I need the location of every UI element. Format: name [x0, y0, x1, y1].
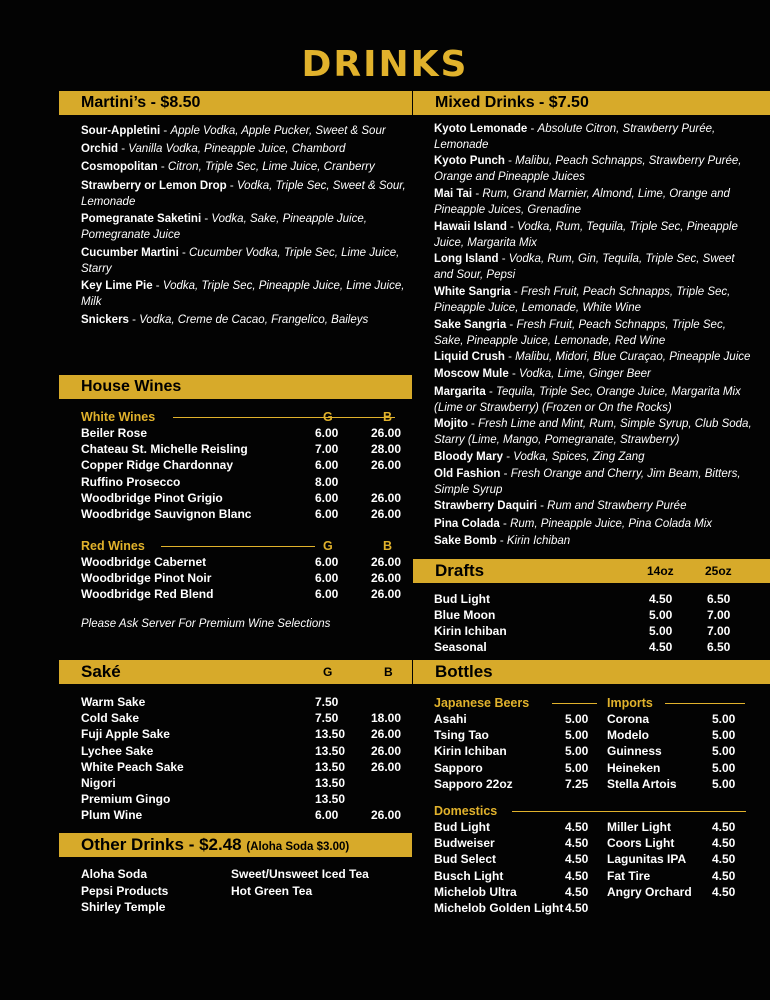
price-row-g: 6.00: [315, 507, 339, 521]
menu-item-description: Vodka, Spices, Zing Zang: [513, 451, 645, 463]
menu-item-description: Kirin Ichiban: [506, 535, 571, 547]
imports-subheader: [607, 695, 747, 711]
drafts-col-25oz: 25oz: [705, 564, 732, 578]
menu-item-separator: -: [226, 180, 237, 192]
price-row-name: Modelo: [607, 728, 649, 743]
price-row: [607, 835, 747, 851]
menu-item-name: Orchid: [81, 143, 119, 155]
price-row-b: 6.50: [707, 592, 731, 606]
price-row-b: 7.00: [707, 608, 731, 622]
price-row-name: Chateau St. Michelle Reisling: [81, 442, 248, 457]
price-row-name: Tsing Tao: [434, 728, 489, 743]
menu-item-name: Long Island: [434, 253, 499, 265]
price-row: [434, 884, 604, 900]
price-row-a: 4.50: [649, 640, 673, 654]
price-row: [434, 743, 604, 759]
price-row: [434, 711, 604, 727]
menu-item: [434, 533, 756, 549]
white-wines-label: White Wines: [81, 410, 156, 424]
price-row-name: Michelob Golden Light: [434, 901, 564, 915]
price-row-b: 26.00: [371, 426, 402, 440]
menu-item: [434, 449, 756, 465]
house-wines-header-label: House Wines: [81, 378, 182, 395]
price-row: [607, 727, 747, 743]
price-row-b: 26.00: [371, 458, 402, 473]
menu-item: [81, 141, 413, 157]
price-row: [607, 868, 747, 884]
house-wines-header: [59, 375, 412, 399]
price-row: [607, 711, 747, 727]
price-row-price: 5.00: [712, 760, 736, 775]
price-row-name: Coors Light: [607, 836, 675, 851]
menu-item-description: Vodka, Triple Sec, Sweet & Sour, Lemonade: [81, 180, 406, 208]
price-row-g: 6.00: [315, 458, 339, 473]
bottles-header: [413, 660, 770, 684]
price-row-b: 26.00: [371, 571, 402, 585]
menu-item-name: Margarita: [434, 386, 486, 398]
menu-item-description: Vanilla Vodka, Pineapple Juice, Chambord: [128, 143, 346, 155]
price-row-name: Fuji Apple Sake: [81, 727, 170, 742]
price-row: [434, 819, 604, 835]
price-row-g: 13.50: [315, 727, 346, 742]
price-row-name: Guinness: [607, 744, 662, 759]
menu-item-description: Vodka, Sake, Pineapple Juice, Pomegranate Juice: [81, 213, 367, 241]
menu-item-name: White Sangria: [434, 286, 511, 298]
japanese-beers-rule: [552, 703, 597, 704]
price-row-name: Warm Sake: [81, 695, 146, 709]
price-row-name: Kirin Ichiban: [434, 744, 507, 759]
menu-item-name: Sour-Appletini: [81, 125, 161, 137]
drafts-header: [413, 559, 770, 583]
menu-item: [434, 251, 756, 283]
price-row-price: 4.50: [712, 852, 736, 867]
premium-wine-note: Please Ask Server For Premium Wine Selections: [81, 618, 331, 630]
price-row-name: Ruffino Prosecco: [81, 474, 181, 489]
menu-item-name: Hawaii Island: [434, 221, 507, 233]
sake-col-g: G: [323, 665, 333, 679]
imports-label: Imports: [607, 696, 653, 710]
price-row: [81, 457, 411, 473]
price-row-a: 4.50: [649, 592, 673, 606]
menu-item-description: Vodka, Lime, Ginger Beer: [519, 368, 651, 380]
price-row-b: 28.00: [371, 442, 402, 457]
menu-item-name: Kyoto Punch: [434, 155, 505, 167]
price-row-price: 5.00: [565, 728, 589, 743]
price-row-g: 6.00: [315, 808, 339, 823]
price-row: [81, 506, 411, 522]
list-item: Shirley Temple: [81, 900, 166, 914]
other-drinks-header: [59, 833, 412, 857]
mixed-drinks-header: [413, 91, 770, 115]
menu-item: [434, 317, 756, 349]
price-row-price: 4.50: [565, 836, 589, 851]
menu-item-description: Citron, Triple Sec, Lime Juice, Cranberry: [167, 161, 375, 173]
menu-item-separator: -: [499, 518, 511, 530]
menu-item: [81, 278, 413, 310]
price-row-b: 7.00: [707, 624, 731, 638]
price-row-price: 5.00: [712, 744, 736, 759]
price-row-g: 6.00: [315, 555, 339, 569]
price-row-price: 4.50: [712, 868, 736, 883]
red-wines-col-g: G: [323, 539, 333, 553]
menu-item-name: Mai Tai: [434, 188, 473, 200]
price-row: [81, 710, 411, 726]
price-row: [434, 727, 604, 743]
red-wines-subheader: [81, 538, 411, 554]
price-row-b: 26.00: [371, 490, 402, 505]
price-row-name: Michelob Ultra: [434, 884, 517, 899]
price-row: [434, 760, 604, 776]
price-row-name: Copper Ridge Chardonnay: [81, 458, 234, 473]
price-row-price: 4.50: [712, 836, 736, 851]
price-row-name: Heineken: [607, 760, 661, 775]
price-row-b: 26.00: [371, 555, 402, 569]
menu-item-name: Sake Sangria: [434, 319, 507, 331]
menu-item: [434, 498, 756, 514]
price-row-name: Seasonal: [434, 640, 487, 654]
price-row-b: 18.00: [371, 711, 402, 726]
price-row-name: Fat Tire: [607, 868, 651, 883]
price-row-name: Nigori: [81, 776, 116, 790]
menu-item-name: Strawberry or Lemon Drop: [81, 180, 227, 192]
price-row-g: 6.00: [315, 426, 339, 440]
menu-item-separator: -: [506, 221, 518, 233]
white-wines-subheader: [81, 409, 411, 425]
menu-item-name: Old Fashion: [434, 468, 501, 480]
menu-item: [434, 121, 756, 153]
menu-item: [434, 516, 756, 532]
sake-header-label: Saké: [81, 662, 121, 681]
menu-item-separator: -: [178, 247, 189, 259]
menu-item-description: Apple Vodka, Apple Pucker, Sweet & Sour: [170, 125, 386, 137]
menu-item-description: Malibu, Midori, Blue Curaçao, Pineapple Juice: [515, 351, 751, 363]
menu-item-separator: -: [496, 535, 507, 547]
price-row: [81, 775, 411, 791]
price-row-price: 4.50: [712, 884, 736, 899]
martinis-header: [59, 91, 412, 115]
menu-item-separator: -: [504, 155, 516, 167]
other-drinks-header-title: Other Drinks - $2.48: [81, 835, 242, 854]
menu-item-name: Kyoto Lemonade: [434, 123, 528, 135]
menu-item-name: Moscow Mule: [434, 368, 509, 380]
price-row-price: 4.50: [565, 901, 589, 915]
menu-item-description: Fresh Fruit, Peach Schnapps, Triple Sec, Sake, Pineapple Juice, Lemonade, Red Wine: [434, 319, 726, 347]
price-row-price: 4.50: [565, 820, 589, 834]
menu-item: [81, 211, 413, 243]
price-row: [434, 591, 754, 607]
japanese-beers-subheader: [434, 695, 604, 711]
imports-rule: [665, 703, 745, 704]
price-row: [81, 726, 411, 742]
price-row: [434, 607, 754, 623]
price-row-g: 6.00: [315, 587, 339, 601]
price-row-name: Bud Light: [434, 820, 490, 834]
price-row-g: 6.00: [315, 490, 339, 505]
price-row-price: 4.50: [565, 884, 589, 899]
menu-item-description: Vodka, Creme de Cacao, Frangelico, Baileys: [139, 314, 369, 326]
menu-item-name: Liquid Crush: [434, 351, 505, 363]
price-row-price: 4.50: [712, 820, 736, 834]
price-row: [607, 760, 747, 776]
price-row-price: 4.50: [565, 868, 589, 883]
other-drinks-header-note: (Aloha Soda $3.00): [246, 841, 350, 853]
price-row-name: Bud Select: [434, 852, 497, 867]
menu-item-description: Rum, Grand Marnier, Almond, Lime, Orange and Pineapple Juices, Grenadine: [434, 188, 730, 216]
price-row-price: 5.00: [565, 744, 589, 759]
menu-item-name: Bloody Mary: [434, 451, 504, 463]
bottles-header-label: Bottles: [435, 662, 493, 681]
price-row-price: 5.00: [565, 760, 589, 775]
price-row: [81, 743, 411, 759]
menu-item-name: Pina Colada: [434, 518, 500, 530]
menu-item: [434, 416, 756, 448]
martinis-header-label: Martini’s - $8.50: [81, 94, 201, 111]
price-row: [81, 441, 411, 457]
domestics-label: Domestics: [434, 804, 498, 818]
drafts-col-14oz: 14oz: [647, 564, 674, 578]
price-row-b: 6.50: [707, 640, 731, 654]
price-row-name: Blue Moon: [434, 608, 496, 622]
price-row-name: Lychee Sake: [81, 743, 154, 758]
price-row: [81, 759, 411, 775]
price-row-name: Plum Wine: [81, 808, 143, 823]
price-row-g: 7.50: [315, 711, 339, 726]
price-row: [434, 851, 604, 867]
menu-item: [434, 366, 756, 382]
menu-item-description: Vodka, Rum, Gin, Tequila, Triple Sec, Sweet and Sour, Pepsi: [434, 253, 735, 281]
price-row-price: 5.00: [712, 728, 736, 743]
price-row: [81, 694, 411, 710]
menu-item: [81, 123, 413, 139]
price-row-price: 7.25: [565, 776, 589, 791]
menu-item: [434, 153, 756, 185]
menu-item-separator: -: [467, 418, 479, 430]
menu-item-name: Cucumber Martini: [81, 247, 179, 259]
price-row-name: Budweiser: [434, 836, 495, 851]
menu-item-description: Vodka, Triple Sec, Pineapple Juice, Lime Juice, Milk: [81, 280, 405, 308]
list-item: Sweet/Unsweet Iced Tea: [231, 867, 369, 881]
price-row-g: 7.00: [315, 442, 339, 457]
menu-item-separator: -: [498, 253, 509, 265]
menu-item-separator: -: [201, 213, 212, 225]
menu-item: [81, 245, 413, 277]
menu-item-separator: -: [527, 123, 538, 135]
menu-item-name: Snickers: [81, 314, 129, 326]
price-row-price: 5.00: [712, 776, 736, 791]
price-row: [607, 743, 747, 759]
price-row-name: Premium Gingo: [81, 792, 171, 807]
price-row: [81, 425, 411, 441]
menu-item-description: Rum, Pineapple Juice, Pina Colada Mix: [510, 518, 713, 530]
sake-col-b: B: [384, 665, 393, 679]
price-row: [607, 819, 747, 835]
menu-item-description: Rum and Strawberry Purée: [547, 500, 687, 512]
menu-item-description: Vodka, Rum, Tequila, Triple Sec, Pineapple Juice, Margarita Mix: [434, 221, 738, 249]
price-row: [81, 554, 411, 570]
menu-item-description: Fresh Lime and Mint, Rum, Simple Syrup, Club Soda, Starry (Lime, Mango, Pomegranate, Strawberry): [434, 418, 752, 446]
price-row-name: Bud Light: [434, 592, 490, 606]
red-wines-col-b: B: [383, 539, 393, 553]
price-row-name: Asahi: [434, 712, 467, 726]
price-row-name: Woodbridge Cabernet: [81, 555, 207, 569]
price-row: [81, 807, 411, 823]
price-row-a: 5.00: [649, 608, 673, 622]
list-item: Aloha Soda: [81, 867, 148, 881]
price-row-name: Woodbridge Pinot Noir: [81, 571, 212, 585]
price-row: [81, 474, 411, 490]
menu-item-description: Malibu, Peach Schnapps, Strawberry Purée, Orange and Pineapple Juices: [434, 155, 742, 183]
price-row-price: 5.00: [565, 712, 589, 726]
menu-item-separator: -: [118, 143, 129, 155]
list-item: Hot Green Tea: [231, 883, 313, 898]
menu-item: [434, 219, 756, 251]
menu-item: [81, 178, 413, 210]
price-row: [81, 586, 411, 602]
price-row-name: Woodbridge Pinot Grigio: [81, 490, 223, 505]
price-row-name: Beiler Rose: [81, 426, 148, 440]
menu-item-name: Mojito: [434, 418, 468, 430]
price-row-name: Cold Sake: [81, 711, 140, 726]
price-row: [434, 639, 754, 655]
menu-item-name: Pomegranate Saketini: [81, 213, 202, 225]
price-row-name: Busch Light: [434, 868, 504, 883]
menu-item-name: Cosmopolitan: [81, 161, 158, 173]
menu-item-description: Fresh Orange and Cherry, Jim Beam, Bitters, Simple Syrup: [434, 468, 741, 496]
menu-item: [434, 349, 756, 365]
menu-item-name: Key Lime Pie: [81, 280, 153, 292]
japanese-beers-label: Japanese Beers: [434, 696, 530, 710]
price-row-price: 5.00: [712, 712, 736, 726]
menu-item-separator: -: [152, 280, 163, 292]
white-wines-col-b: B: [383, 410, 393, 424]
price-row-g: 13.50: [315, 743, 346, 758]
price-row: [434, 835, 604, 851]
price-row: [607, 776, 747, 792]
price-row: [81, 570, 411, 586]
price-row-name: Sapporo 22oz: [434, 776, 513, 791]
price-row: [434, 623, 754, 639]
menu-item-separator: -: [536, 500, 548, 512]
price-row: [81, 791, 411, 807]
price-row-name: Kirin Ichiban: [434, 624, 507, 638]
other-drinks-header-label: [81, 833, 349, 859]
menu-item: [434, 384, 756, 416]
price-row: [434, 868, 604, 884]
menu-item: [434, 466, 756, 498]
menu-item-separator: -: [128, 314, 140, 326]
menu-item: [81, 312, 413, 328]
price-row-name: Miller Light: [607, 820, 671, 834]
menu-item-separator: -: [510, 286, 521, 298]
price-row-name: Corona: [607, 712, 649, 726]
price-row-name: Woodbridge Red Blend: [81, 587, 214, 601]
menu-item-separator: -: [506, 319, 517, 331]
white-wines-rule: [173, 417, 395, 418]
price-row-name: Sapporo: [434, 760, 483, 775]
price-row-name: Woodbridge Sauvignon Blanc: [81, 507, 252, 521]
price-row-b: 26.00: [371, 727, 402, 742]
red-wines-rule: [161, 546, 315, 547]
price-row: [607, 884, 747, 900]
list-item: Pepsi Products: [81, 883, 169, 898]
page-title: DRINKS: [301, 44, 469, 85]
menu-item-separator: -: [157, 161, 168, 173]
menu-item-separator: -: [504, 351, 516, 363]
menu-item-name: Strawberry Daquiri: [434, 500, 537, 512]
menu-item: [434, 284, 756, 316]
price-row: [434, 900, 604, 916]
price-row-b: 26.00: [371, 507, 402, 521]
price-row-name: White Peach Sake: [81, 759, 184, 774]
mixed-drinks-header-label: Mixed Drinks - $7.50: [435, 94, 589, 111]
price-row-b: 26.00: [371, 587, 402, 601]
menu-item: [434, 186, 756, 218]
menu-item-description: Cucumber Vodka, Triple Sec, Lime Juice, Starry: [81, 247, 400, 275]
white-wines-col-g: G: [323, 410, 333, 424]
price-row-a: 5.00: [649, 624, 673, 638]
menu-item-separator: -: [160, 125, 171, 137]
menu-item-description: Fresh Fruit, Peach Schnapps, Triple Sec, Pineapple Juice, Lemonade, White Wine: [434, 286, 731, 314]
menu-item-separator: -: [500, 468, 511, 480]
price-row-price: 4.50: [565, 852, 589, 867]
price-row-name: Stella Artois: [607, 776, 677, 791]
price-row-name: Lagunitas IPA: [607, 852, 687, 867]
price-row-b: 26.00: [371, 759, 402, 774]
price-row: [607, 851, 747, 867]
domestics-subheader: [434, 803, 747, 819]
price-row-g: 13.50: [315, 776, 346, 790]
price-row-g: 6.00: [315, 571, 339, 585]
price-row-b: 26.00: [371, 808, 402, 823]
menu-item-separator: -: [485, 386, 497, 398]
price-row: [434, 776, 604, 792]
menu-item-description: Absolute Citron, Strawberry Purée, Lemonade: [434, 123, 716, 151]
menu-item: [81, 159, 413, 175]
price-row-g: 7.50: [315, 695, 339, 709]
menu-item-separator: -: [503, 451, 514, 463]
menu-item-description: Tequila, Triple Sec, Orange Juice, Margarita Mix (Lime or Strawberry) (Frozen or On the Rocks): [434, 386, 741, 414]
menu-item-separator: -: [472, 188, 483, 200]
red-wines-label: Red Wines: [81, 539, 145, 553]
menu-item-name: Sake Bomb: [434, 535, 497, 547]
sake-header: [59, 660, 412, 684]
drafts-header-label: Drafts: [435, 561, 485, 580]
price-row-g: 8.00: [315, 474, 339, 489]
domestics-rule: [512, 811, 746, 812]
price-row-g: 13.50: [315, 759, 346, 774]
price-row-name: Angry Orchard: [607, 884, 692, 899]
price-row: [81, 490, 411, 506]
price-row-g: 13.50: [315, 792, 346, 807]
menu-item-separator: -: [508, 368, 519, 380]
price-row-b: 26.00: [371, 743, 402, 758]
